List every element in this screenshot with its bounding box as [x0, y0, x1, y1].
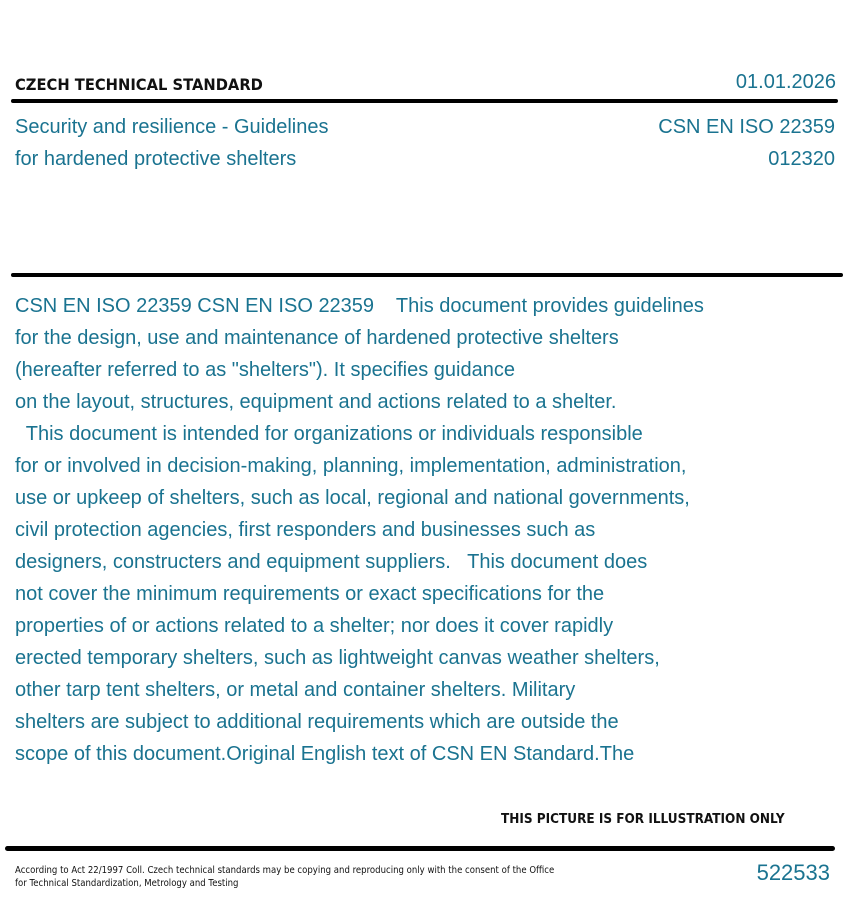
- standard-identifier: CSN EN ISO 22359: [658, 116, 835, 138]
- title-divider: [11, 273, 843, 277]
- effective-date: 01.01.2026: [735, 71, 836, 93]
- legal-notice: [15, 864, 573, 890]
- document-title-line-1: Security and resilience - Guidelines: [15, 116, 329, 138]
- catalog-number: 522533: [756, 860, 830, 885]
- legal-notice-line: According to Act 22/1997 Coll. Czech technical standards may be copying and reproducing only with the consent of the Office: [15, 865, 555, 876]
- abstract-line: CSN EN ISO 22359 CSN EN ISO 22359 This document provides guidelines: [15, 295, 704, 317]
- abstract-line: shelters are subject to additional requirements which are outside the: [15, 711, 619, 733]
- abstract-line: on the layout, structures, equipment and actions related to a shelter.: [15, 391, 617, 413]
- abstract-text: [15, 290, 815, 770]
- classification-number: 012320: [768, 148, 835, 170]
- abstract-line: This document is intended for organizations or individuals responsible: [15, 423, 643, 445]
- abstract-line: civil protection agencies, first responders and businesses such as: [15, 519, 596, 541]
- abstract-line: (hereafter referred to as "shelters"). It specifies guidance: [15, 359, 515, 381]
- footer-divider: [5, 846, 835, 851]
- abstract-line: for the design, use and maintenance of hardened protective shelters: [15, 327, 619, 349]
- abstract-line: use or upkeep of shelters, such as local, regional and national governments,: [15, 487, 690, 509]
- document-type-heading: CZECH TECHNICAL STANDARD: [15, 75, 263, 94]
- legal-notice-line: for Technical Standardization, Metrology and Testing: [15, 878, 239, 889]
- abstract-line: not cover the minimum requirements or exact specifications for the: [15, 583, 605, 605]
- abstract-line: properties of or actions related to a shelter; nor does it cover rapidly: [15, 615, 614, 637]
- document-title-line-2: for hardened protective shelters: [15, 148, 297, 170]
- illustration-notice: THIS PICTURE IS FOR ILLUSTRATION ONLY: [501, 812, 785, 827]
- abstract-line: for or involved in decision-making, planning, implementation, administration,: [15, 455, 687, 477]
- abstract-line: scope of this document.Original English text of CSN EN Standard.The: [15, 743, 635, 765]
- header-divider: [11, 99, 838, 103]
- abstract-line: designers, constructers and equipment suppliers. This document does: [15, 551, 648, 573]
- abstract-line: erected temporary shelters, such as lightweight canvas weather shelters,: [15, 647, 660, 669]
- abstract-line: other tarp tent shelters, or metal and container shelters. Military: [15, 679, 576, 701]
